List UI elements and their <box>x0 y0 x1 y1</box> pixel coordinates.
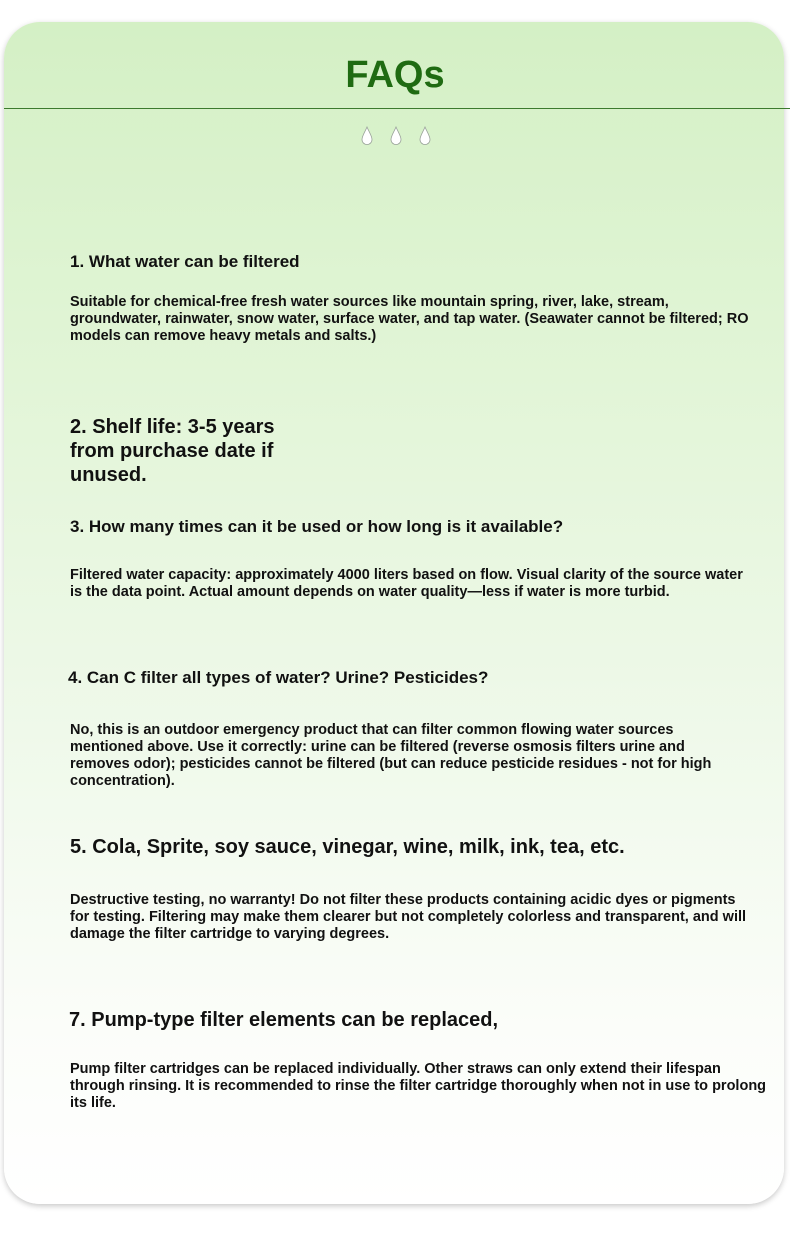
faq-answer: Filtered water capacity: approximately 4000 liters based on flow. Visual clarity of the source water is the data point. Actual amount depends on water quality—less if water is more turbid. <box>70 567 743 600</box>
faq-question: 1. What water can be filtered <box>70 252 300 271</box>
faq-item-4 <box>68 667 768 789</box>
water-drop-icon <box>360 126 374 146</box>
faq-answer: No, this is an outdoor emergency product that can filter common flowing water sources mentioned above. Use it correctly: urine can be filtered (reverse osmosis filters urine and removes odor); pesticides cannot be filtered (but can reduce pesticide residues - not for high concentration). <box>70 722 712 789</box>
faq-item-2 <box>70 415 320 487</box>
title-divider <box>4 108 790 109</box>
faq-question: 7. Pump-type filter elements can be replaced, <box>69 1009 499 1031</box>
faq-item-1 <box>70 251 770 344</box>
faq-question: 2. Shelf life: 3-5 years from purchase date if unused. <box>70 416 275 486</box>
decorative-drops <box>360 126 432 148</box>
page-title: FAQs <box>345 54 445 96</box>
water-drop-icon <box>418 126 432 146</box>
faq-item-5 <box>70 835 770 942</box>
faq-answer: Pump filter cartridges can be replaced individually. Other straws can only extend their lifespan through rinsing. It is recommended to rinse the filter cartridge thoroughly when not in use to prolong its life. <box>70 1061 767 1111</box>
faq-question: 5. Cola, Sprite, soy sauce, vinegar, wine, milk, ink, tea, etc. <box>70 836 625 858</box>
faq-answer: Destructive testing, no warranty! Do not filter these products containing acidic dyes or pigments for testing. Filtering may make them clearer but not completely colorless and transparent, and will damage the filter cartridge to varying degrees. <box>70 892 747 942</box>
faq-question: 4. Can C filter all types of water? Urine? Pesticides? <box>68 668 489 687</box>
faq-question: 3. How many times can it be used or how long is it available? <box>70 517 564 536</box>
faq-answer: Suitable for chemical-free fresh water sources like mountain spring, river, lake, stream, groundwater, rainwater, snow water, surface water, and tap water. (Seawater cannot be filtered; RO models can remove heavy metals and salts.) <box>70 294 749 344</box>
faq-item-3 <box>70 516 770 600</box>
faq-item-7 <box>69 1008 769 1111</box>
water-drop-icon <box>389 126 403 146</box>
